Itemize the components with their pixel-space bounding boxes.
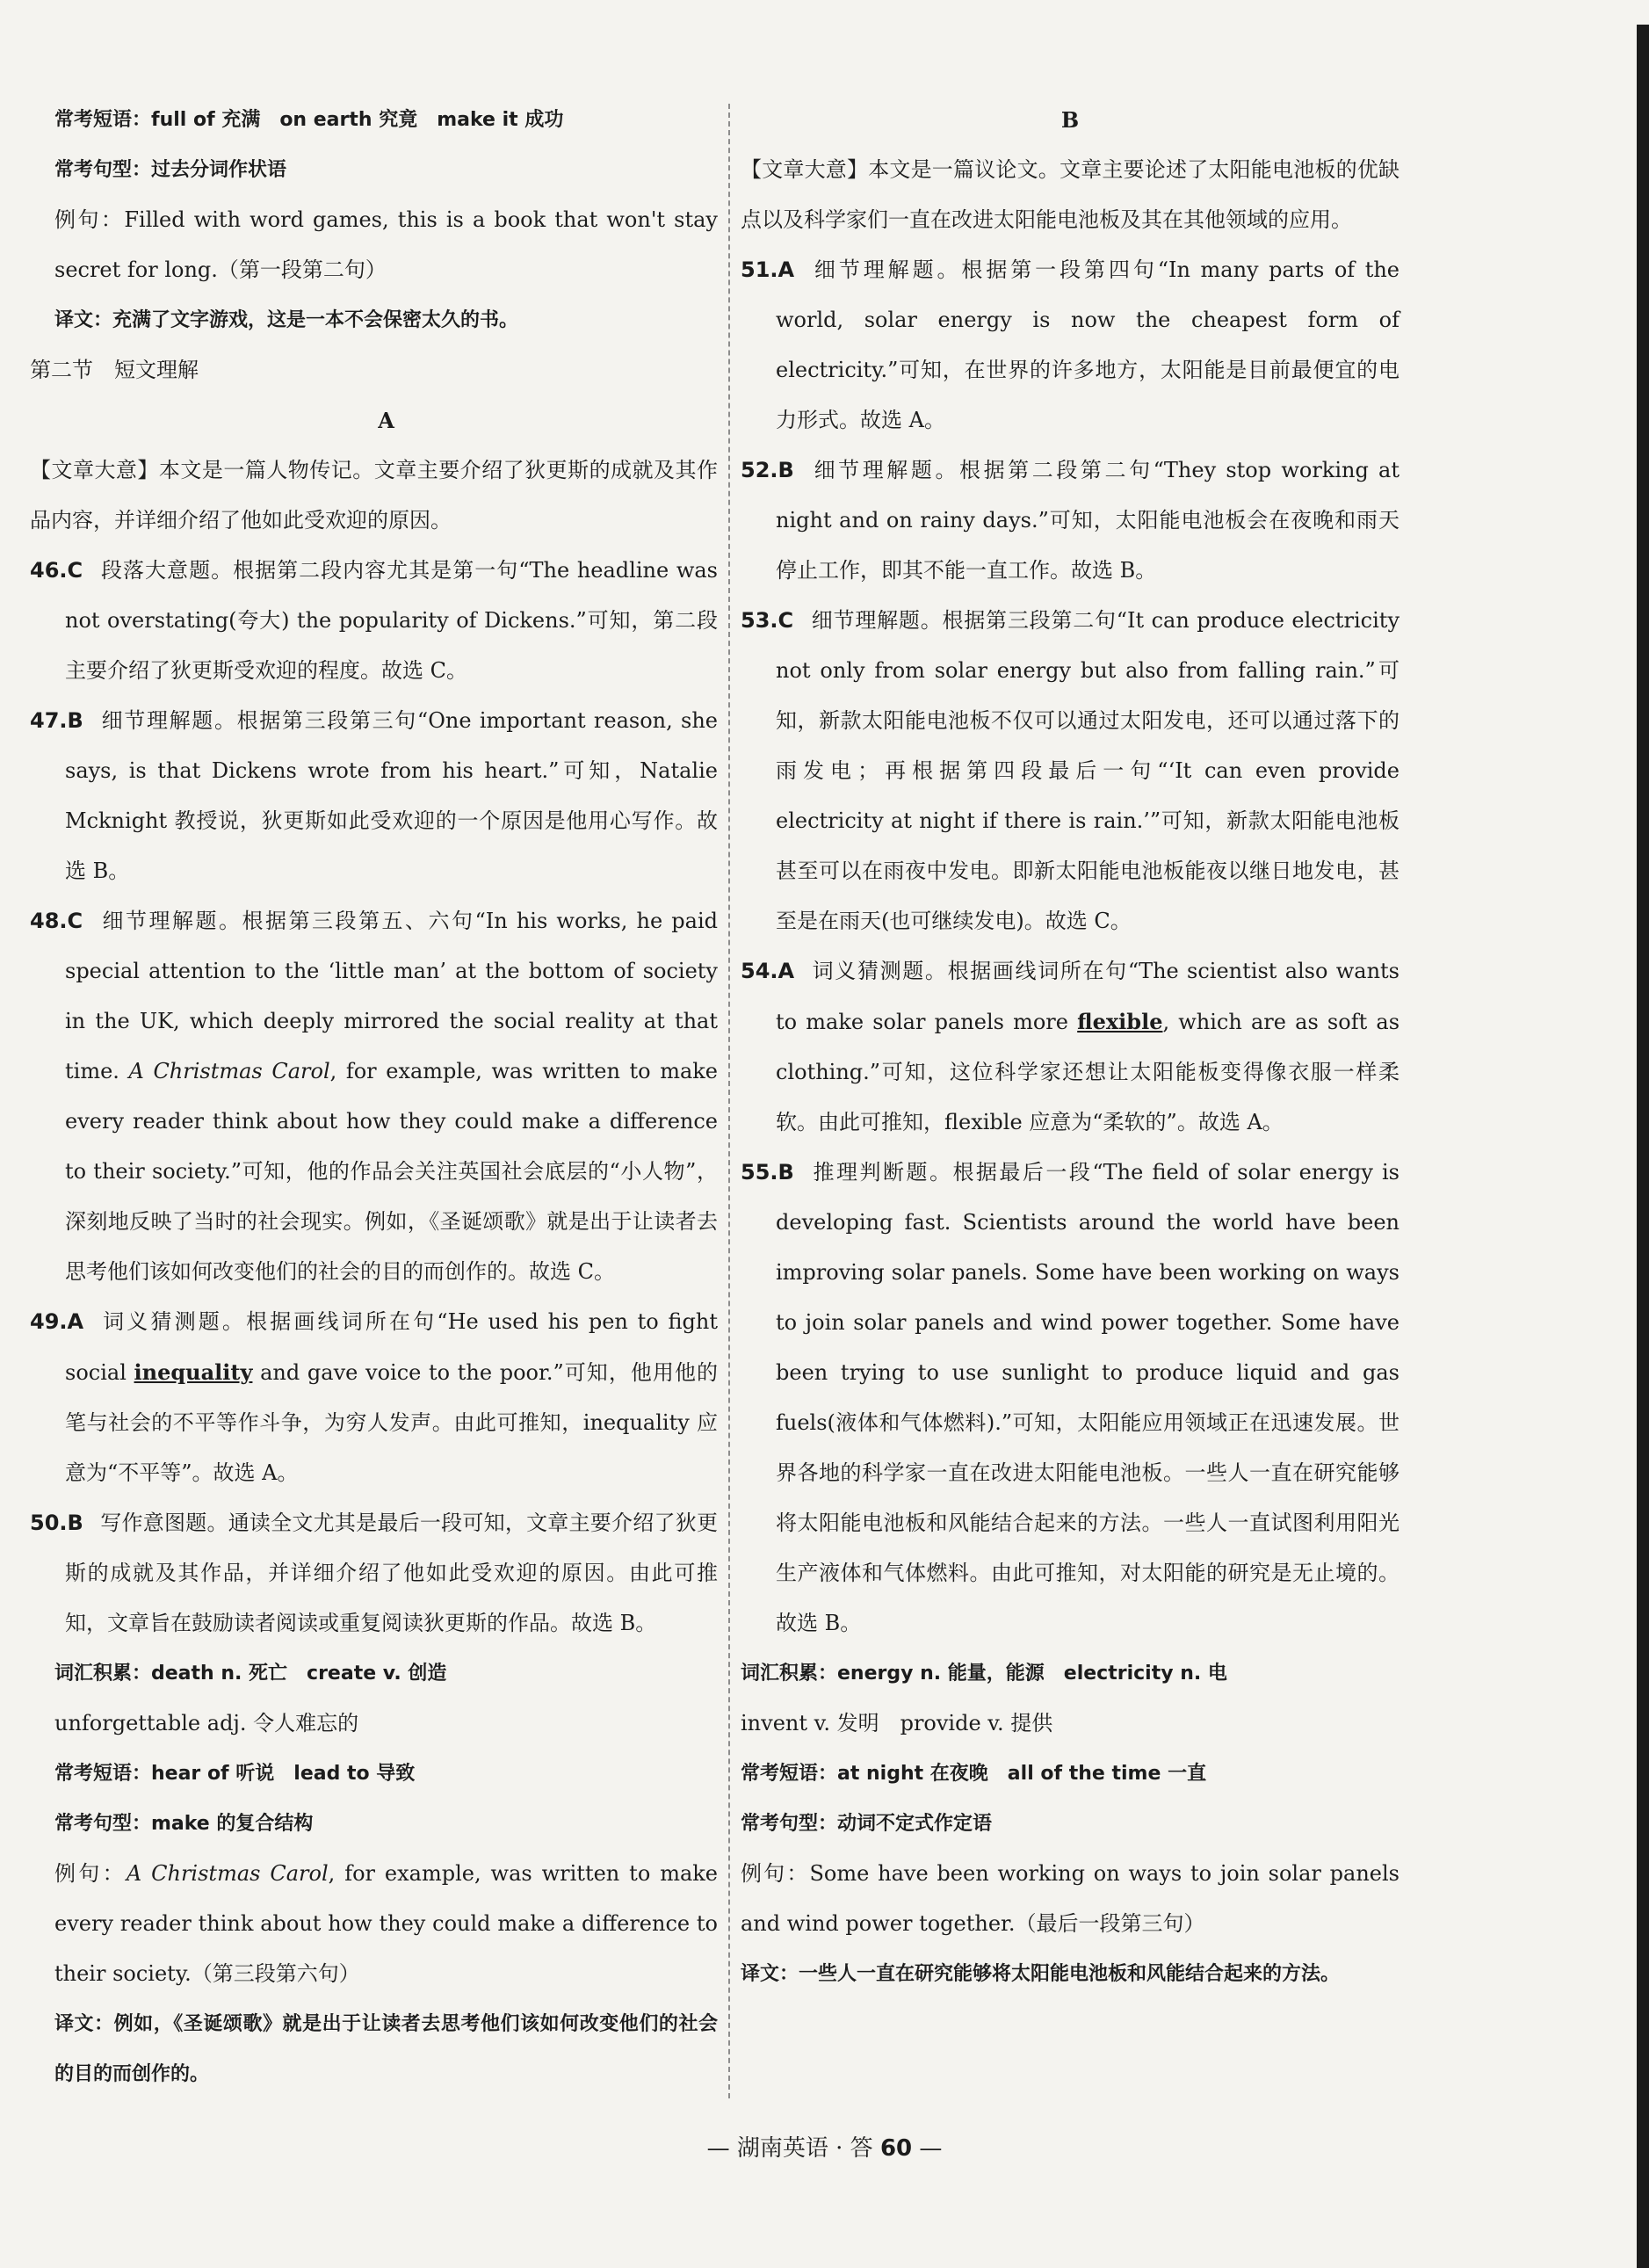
summary-a: 【文章大意】本文是一篇人物传记。文章主要介绍了狄更斯的成就及其作品内容，并详细介绍了他如此受欢迎的原因。 xyxy=(30,458,718,533)
vocab-line-1: 词汇积累：death n. 死亡 create v. 创造 xyxy=(54,1663,447,1685)
answer-54 xyxy=(741,946,1399,1148)
answer-48-book-title: A Christmas Carol xyxy=(128,1059,330,1083)
answer-49 xyxy=(30,1297,718,1498)
answer-54-text-b: , which are as soft as clothing.”可知，这位科学家还想让太阳能板变得像衣服一样柔软。由此可推知，flexible 应意为“柔软的”。故选 A。 xyxy=(776,1010,1400,1134)
sentence-pattern-line: 常考句型：过去分词作状语 xyxy=(54,159,287,181)
column-divider xyxy=(728,104,730,2098)
answer-46-number: 46.C xyxy=(30,558,83,583)
vocab-example-b: 例句：Some have been working on ways to join solar panels and wind power together.（最后一段第三句） xyxy=(741,1861,1399,1936)
answer-49-underlined-word: inequality xyxy=(134,1359,253,1385)
answer-55-text: 推理判断题。根据最后一段“The field of solar energy is developing fast. Scientists around the world have been improving solar panels. Some have been working on ways to join solar panels and wind power together. Some have been trying to use sunlight to produce liquid and gas fuels(液体和气体燃料).”可知，太阳能应用领域正在迅速发展。世界各地的科学家一直在改进太阳能电池板。一些人一直在研究能够将太阳能电池板和风能结合起来的方法。一些人一直试图利用阳光生产液体和气体燃料。由此可推知，对太阳能的研究是无止境的。故选 B。 xyxy=(776,1160,1399,1635)
left-column xyxy=(30,95,719,2099)
answer-52-number: 52.B xyxy=(741,458,794,482)
page-number: 60 xyxy=(879,2135,913,2162)
vocab-example-text: , for example, was written to make every reader think about how they could make a difference to their society.（第三段第六句） xyxy=(54,1861,719,1986)
answer-47-text: 细节理解题。根据第三段第三句“One important reason, she says, is that Dickens wrote from his heart.”可知，Natalie Mcknight 教授说，狄更斯如此受欢迎的一个原因是他用心写作。故选 B。 xyxy=(65,708,718,883)
example-sentence: 例句：Filled with word games, this is a book that won't stay secret for long.（第一段第二句） xyxy=(54,207,718,282)
answer-46-text: 段落大意题。根据第二段内容尤其是第一句“The headline was not overstating(夸大) the popularity of Dickens.”可知，第二段主要介绍了狄更斯受欢迎的程度。故选 C。 xyxy=(65,558,718,683)
answer-48-number: 48.C xyxy=(30,909,83,933)
answer-48-text-a: 细节理解题。根据第三段第五、六句“In his works, he paid special attention to the ‘little man’ at the bottom of society in the UK, which deeply mirrored the social reality at that time. xyxy=(65,909,718,1083)
page-footer xyxy=(0,2130,1649,2163)
vocab-pattern: 常考句型：make 的复合结构 xyxy=(54,1813,314,1835)
part-b-heading: B xyxy=(1060,107,1080,133)
footer-label: — 湖南英语 · 答 xyxy=(706,2135,880,2162)
footer-dash: — xyxy=(912,2135,943,2162)
answer-51-text: 细节理解题。根据第一段第四句“In many parts of the world, solar energy is now the cheapest form of electricity.”可知，在世界的许多地方，太阳能是目前最便宜的电力形式。故选 A。 xyxy=(776,257,1399,432)
answer-50-text: 写作意图题。通读全文尤其是最后一段可知，文章主要介绍了狄更斯的成就及其作品，并详细介绍了他如此受欢迎的原因。由此可推知，文章旨在鼓励读者阅读或重复阅读狄更斯的作品。故选 B。 xyxy=(65,1511,718,1635)
answer-49-number: 49.A xyxy=(30,1309,84,1334)
answer-54-underlined-word: flexible xyxy=(1077,1009,1163,1034)
phrases-line: 常考短语：full of 充满 on earth 究竟 make it 成功 xyxy=(54,109,564,131)
answer-47 xyxy=(30,696,718,896)
answer-53-text: 细节理解题。根据第三段第二句“It can produce electricity not only from solar energy but also from falling rain.”可知，新款太阳能电池板不仅可以通过太阳发电，还可以通过落下的雨发电；再根据第四段最后一句“‘It can even provide electricity at night if there is rain.’”可知，新款太阳能电池板甚至可以在雨夜中发电。即新太阳能电池板能夜以继日地发电，甚至是在雨天(也可继续发电)。故选 C。 xyxy=(776,608,1399,933)
answer-54-text-a: 词义猜测题。根据画线词所在句“The scientist also wants to make solar panels more xyxy=(776,959,1399,1034)
section-heading: 第二节 短文理解 xyxy=(30,358,199,382)
answer-46 xyxy=(30,546,718,696)
right-column xyxy=(741,95,1399,1999)
answer-53 xyxy=(741,596,1399,946)
answer-51-number: 51.A xyxy=(741,257,795,282)
answer-50-number: 50.B xyxy=(30,1511,83,1535)
answer-48-text-b: , for example, was written to make every reader think about how they could make a difference to their society.”可知，他的作品会关注英国社会底层的“小人物”，深刻地反映了当时的社会现实。例如，《圣诞颂歌》就是出于让读者去思考他们该如何改变他们的社会的目的而创作的。故选 C。 xyxy=(65,1059,719,1284)
vocab-line-2: unforgettable adj. 令人难忘的 xyxy=(54,1711,359,1735)
answer-47-number: 47.B xyxy=(30,708,83,733)
answer-52-text: 细节理解题。根据第二段第二句“They stop working at night and on rainy days.”可知，太阳能电池板会在夜晚和雨天停止工作，即其不能一直工作。故选 B。 xyxy=(776,458,1399,583)
answer-49-text-b: and gave voice to the poor.”可知，他用他的笔与社会的不平等作斗争，为穷人发声。由此可推知，inequality 应意为“不平等”。故选 A。 xyxy=(65,1360,719,1485)
page-edge-shadow xyxy=(1637,25,1649,2268)
answer-53-number: 53.C xyxy=(741,608,794,633)
vocab-phrases-b: 常考短语：at night 在夜晚 all of the time 一直 xyxy=(741,1763,1207,1785)
answer-52 xyxy=(741,446,1399,596)
vocab-example xyxy=(54,1849,718,1999)
vocab-phrases: 常考短语：hear of 听说 lead to 导致 xyxy=(54,1763,416,1785)
answer-50 xyxy=(30,1498,718,1648)
part-a-heading: A xyxy=(378,408,394,433)
vocab-translation-b: 译文：一些人一直在研究能够将太阳能电池板和风能结合起来的方法。 xyxy=(741,1963,1341,1985)
answer-55-number: 55.B xyxy=(741,1160,794,1185)
translation-line: 译文：充满了文字游戏，这是一本不会保密太久的书。 xyxy=(54,309,519,331)
vocab-line-2-b: invent v. 发明 provide v. 提供 xyxy=(741,1711,1053,1735)
answer-48 xyxy=(30,896,718,1297)
answer-55 xyxy=(741,1148,1399,1648)
summary-b: 【文章大意】本文是一篇议论文。文章主要论述了太阳能电池板的优缺点以及科学家们一直在改进太阳能电池板及其在其他领域的应用。 xyxy=(741,157,1399,232)
vocab-line-1-b: 词汇积累：energy n. 能量，能源 electricity n. 电 xyxy=(741,1663,1227,1685)
vocab-pattern-b: 常考句型：动词不定式作定语 xyxy=(741,1813,993,1835)
vocab-example-book-title: A Christmas Carol xyxy=(126,1861,329,1886)
answer-54-number: 54.A xyxy=(741,959,795,983)
vocab-example-label: 例句： xyxy=(54,1861,127,1886)
vocab-translation: 译文：例如，《圣诞颂歌》就是出于让读者去思考他们该如何改变他们的社会的目的而创作的。 xyxy=(54,2013,718,2085)
answer-51 xyxy=(741,245,1399,446)
answer-49-text-a: 词义猜测题。根据画线词所在句“He used his pen to fight social xyxy=(65,1309,718,1385)
